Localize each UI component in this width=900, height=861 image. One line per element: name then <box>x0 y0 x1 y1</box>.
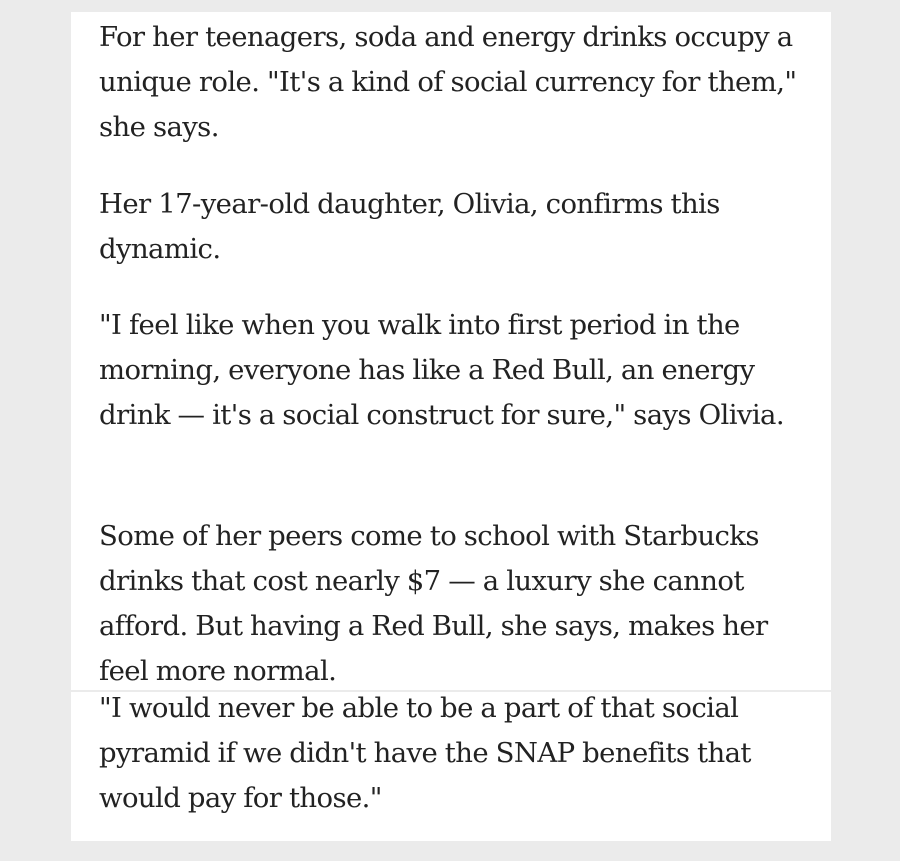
article-paragraph: Her 17-year-old daughter, Olivia, confirms this dynamic. <box>99 188 720 265</box>
article-paragraph: "I feel like when you walk into first period in the morning, everyone has like a Red Bull, an energy drink — it's a social construct for sure," says Olivia. <box>99 309 784 431</box>
article-paragraph: For her teenagers, soda and energy drinks occupy a unique role. "It's a kind of social currency for them," she says. <box>99 21 797 143</box>
article-paragraph: Some of her peers come to school with Starbucks drinks that cost nearly $7 — a luxury she cannot afford. But having a Red Bull, she says, makes her feel more normal. <box>99 520 768 687</box>
article-card-bottom <box>71 692 831 841</box>
article-quote-paragraph: "I would never be able to be a part of that social pyramid if we didn't have the SNAP benefits that would pay for those." <box>99 692 751 814</box>
article-card-top <box>71 12 831 690</box>
